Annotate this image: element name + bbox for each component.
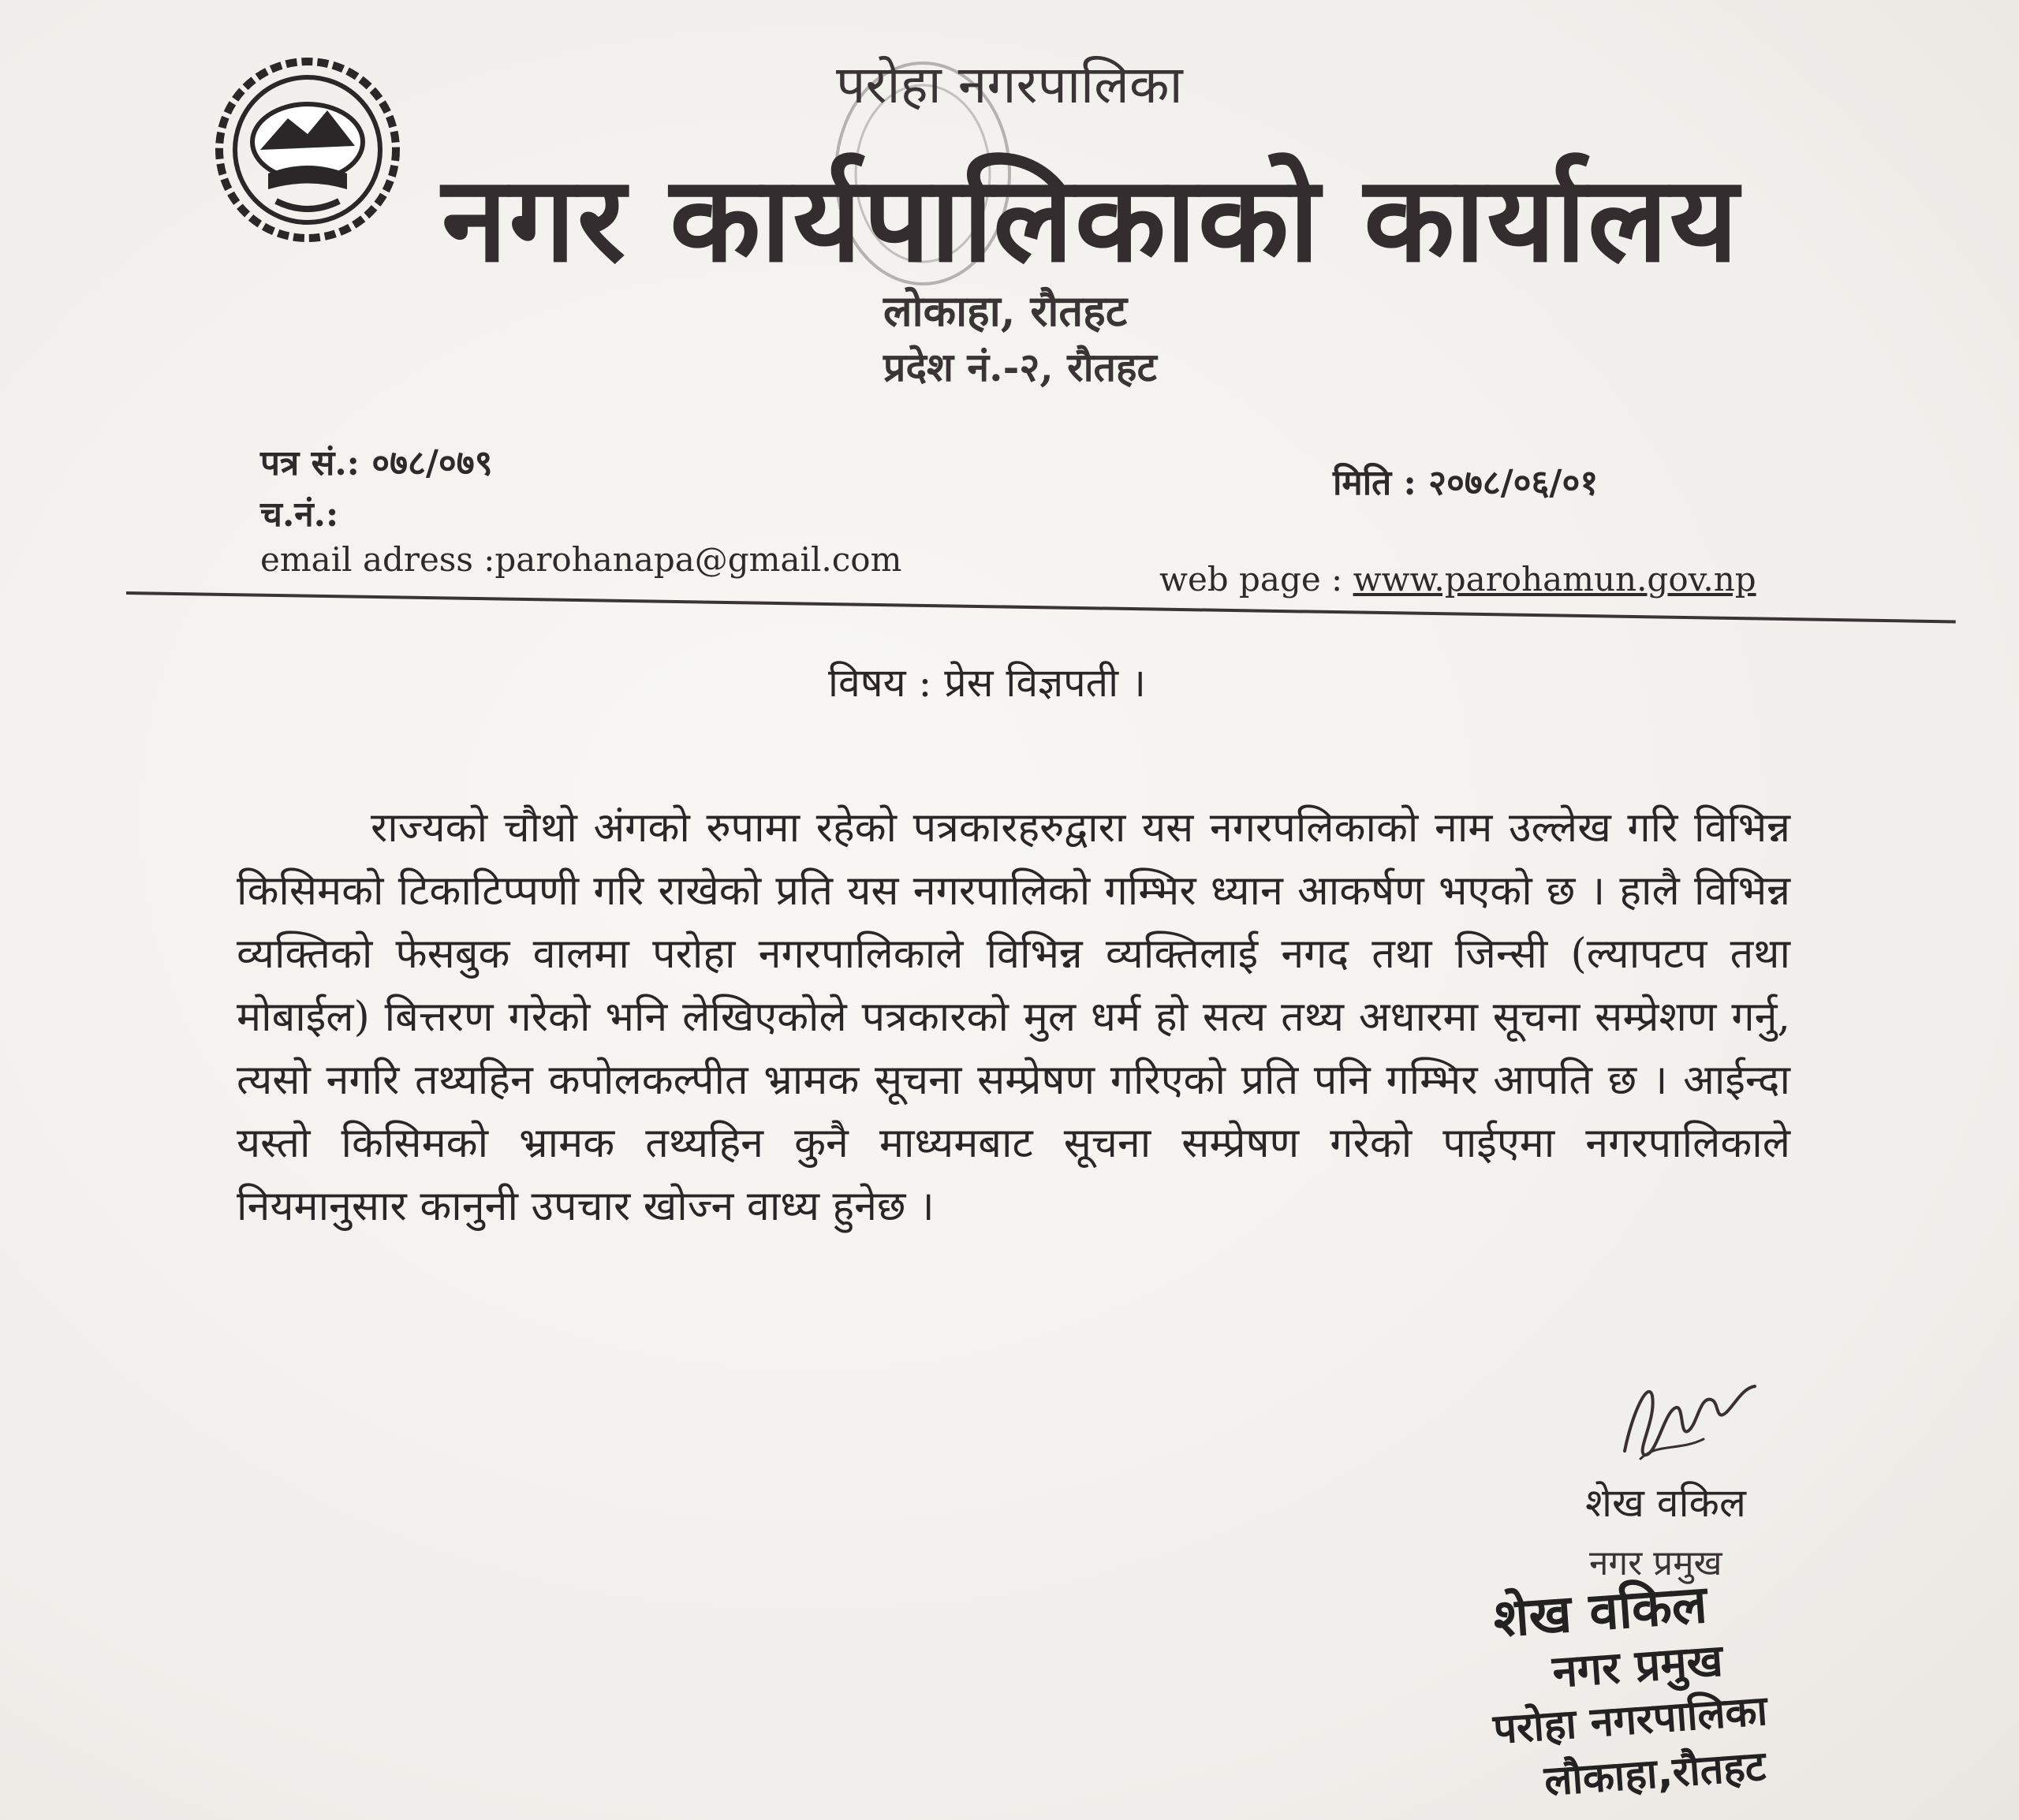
body-paragraph: राज्यको चौथो अंगको रुपामा रहेको पत्रकारहरुद्वारा यस नगरपलिकाको नाम उल्लेख गरि विभिन्न किसिमको टिकाटिप्पणी गरि राखेको प्रति यस नगरपालिको गम्भिर ध्यान आकर्षण भएको छ । हालै विभिन्न व्यक्तिको फेसबुक वालमा परोहा नगरपालिकाले विभिन्न व्यक्तिलाई नगद तथा जिन्सी (ल्यापटप तथा मोबाईल) बित्तरण गरेको भनि लेखिएकोले पत्रकारको मुल धर्म हो सत्य तथ्य अधारमा सूचना सम्प्रेशण गर्नु, त्यसो नगरि तथ्यहिन कपोलकल्पीत भ्रामक सूचना सम्प्रेषण गरिएको प्रति पनि गम्भिर आपति छ । आईन्दा यस्तो किसिमको भ्रामक तथ्यहिन कुनै माध्यमबाट सूचना सम्प्रेषण गरेको पाईएमा नगरपालिकाले नियमानुसार कानुनी उपचार खोज्न वाध्य हुनेछ । bbox=[237, 804, 1790, 1230]
signatory-name: शेख वकिल bbox=[1585, 1480, 1746, 1526]
email-address: email adress :parohanapa@gmail.com bbox=[260, 540, 902, 579]
nepal-emblem-logo bbox=[213, 55, 402, 244]
dispatch-number: च.नं.: bbox=[260, 494, 339, 535]
office-title: नगर कार्यपालिकाको कार्यालय bbox=[442, 150, 1740, 289]
stamp-name: शेख वकिल bbox=[1491, 1573, 1709, 1650]
stamp-title: नगर प्रमुख bbox=[1551, 1635, 1725, 1699]
official-seal-stamp bbox=[1475, 1557, 1868, 1811]
letter-date: मिति : २०७८/०६/०१ bbox=[1333, 463, 1599, 503]
letter-reference: पत्र सं.: ०७८/०७९ bbox=[260, 443, 493, 483]
stamp-location: लौकाहा,रौतहट bbox=[1543, 1743, 1767, 1806]
signatory-title: नगर प्रमुख bbox=[1589, 1543, 1722, 1583]
address-line-2: प्रदेश नं.-२, रौतहट bbox=[883, 344, 1157, 390]
handwritten-signature bbox=[1609, 1364, 1767, 1467]
web-page bbox=[1159, 560, 1756, 599]
web-label: web page : bbox=[1159, 560, 1353, 599]
web-link[interactable]: www.parohamun.gov.np bbox=[1353, 560, 1756, 599]
municipality-name: परोहा नगरपालिका bbox=[836, 54, 1183, 115]
address-line-1: लोकाहा, रौतहट bbox=[883, 285, 1128, 336]
subject-line: विषय : प्रेस विज्ञपती । bbox=[828, 660, 1146, 706]
stamp-municipality: परोहा नगरपालिका bbox=[1491, 1687, 1769, 1754]
